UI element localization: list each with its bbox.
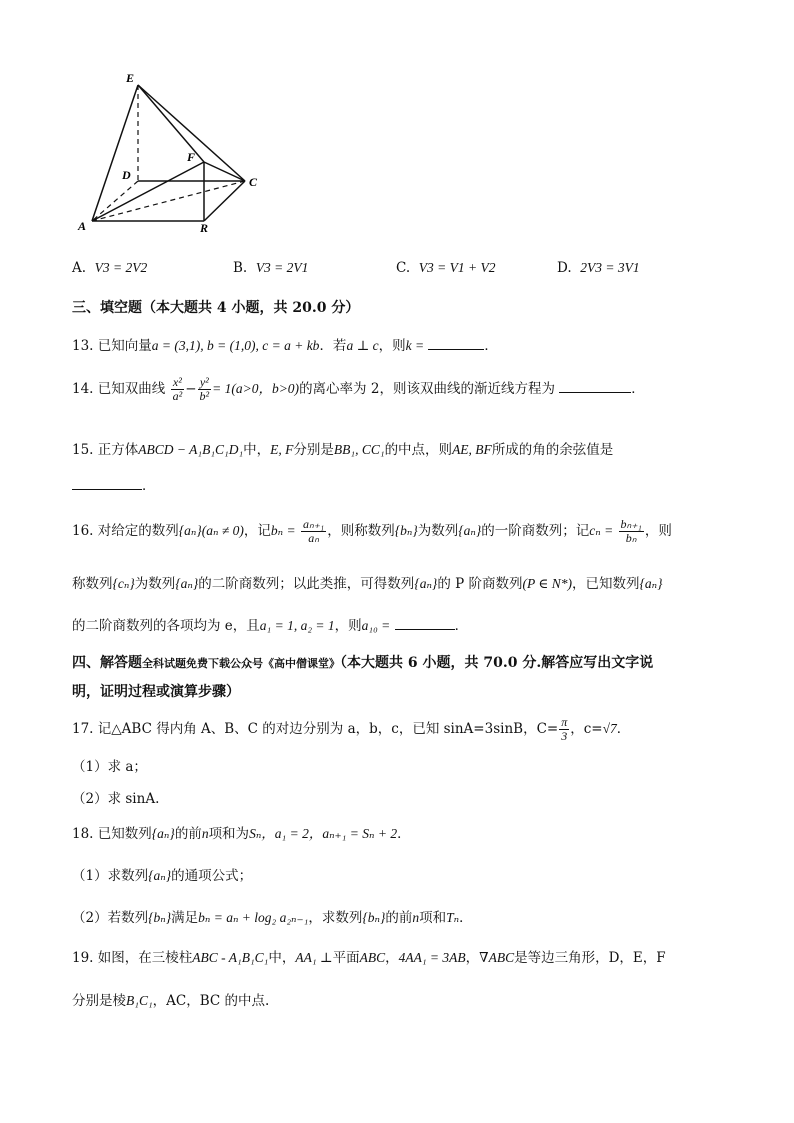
question-16-line1 — [72, 518, 672, 545]
question-18-part1 — [72, 864, 252, 884]
question-13 — [72, 334, 498, 354]
question-17 — [72, 716, 630, 743]
text-fragment: aₙ — [308, 531, 319, 545]
text-fragment: AA₁ ⊥ — [295, 950, 333, 965]
text-fragment: C. — [396, 260, 411, 276]
text-fragment: 的二阶商数列的各项均为 e，且 — [72, 618, 260, 634]
text-fragment: 中， — [243, 442, 271, 458]
question-19 — [72, 946, 666, 966]
label-c: C — [249, 175, 258, 189]
text-fragment: a₁₀ = — [361, 618, 391, 633]
question-16-line2 — [72, 572, 663, 592]
answer-blank-13[interactable] — [428, 337, 484, 350]
text-fragment: 四、解答题 — [72, 655, 142, 671]
text-fragment: 19. — [72, 950, 94, 966]
label-f: F — [187, 150, 196, 164]
option-a-formula: V3 = 2V2 — [94, 260, 148, 275]
text-fragment: aₙ₊₁ — [302, 517, 325, 531]
text-fragment: 中， — [268, 950, 296, 966]
question-18-part2 — [72, 906, 473, 926]
text-fragment: {aₙ}(aₙ ≠ 0) — [178, 523, 244, 538]
fraction-bn1-bn — [619, 518, 644, 545]
text-fragment: 已知数列 — [97, 826, 152, 842]
edge-fc — [204, 162, 245, 181]
fraction-y2-b2 — [198, 376, 212, 403]
text-fragment: 项和为 — [208, 826, 250, 842]
text-fragment: 已知双曲线 — [97, 381, 166, 397]
text-fragment: 的二阶商数列；以此类推，可得数列 — [198, 576, 415, 592]
text-fragment: ． — [484, 338, 498, 354]
question-15-answer-line — [72, 474, 156, 494]
text-fragment: = 1(a>0，b>0) — [212, 381, 300, 396]
answer-blank-16[interactable] — [395, 617, 455, 630]
text-fragment: ，则 — [644, 523, 672, 539]
text-fragment: 15. — [72, 442, 94, 458]
text-fragment: cₙ = — [589, 523, 614, 538]
text-fragment: x² — [172, 375, 182, 389]
text-fragment: ABCD − A₁B₁C₁D₁ — [138, 442, 244, 457]
text-fragment: 18. — [72, 826, 94, 842]
text-fragment: {aₙ} — [175, 576, 199, 591]
text-fragment: ， — [465, 950, 480, 966]
text-fragment: ，c= — [570, 721, 603, 737]
text-fragment: ． — [454, 618, 469, 634]
text-fragment: {aₙ} — [148, 868, 172, 883]
option-d-formula: 2V3 = 3V1 — [580, 260, 640, 275]
text-fragment: bₙ₊₁ — [620, 517, 642, 531]
text-fragment: （本大题共 6 小题，共 70.0 分.解答应写出文字说 — [340, 655, 654, 671]
text-fragment: ． — [397, 826, 411, 842]
text-fragment: ABC — [359, 950, 386, 965]
answer-blank-14[interactable] — [559, 380, 631, 393]
fraction-pi-3 — [559, 716, 569, 743]
text-fragment: 17. — [72, 721, 94, 737]
question-19-line2 — [72, 989, 269, 1009]
option-b-formula: V3 = 2V1 — [255, 260, 309, 275]
text-fragment: {aₙ} — [458, 523, 482, 538]
text-fragment: a₁ = 1, a₂ = 1 — [259, 618, 335, 633]
edge-ec — [138, 85, 245, 181]
text-fragment: B₁C₁ — [126, 993, 153, 1008]
text-fragment: 记△ABC 得内角 A、B、C 的对边分别为 a，b，c，已知 sinA=3sinB，C= — [97, 721, 559, 737]
text-fragment: 已知向量 — [97, 338, 152, 354]
text-fragment: bₙ = aₙ + log₂ a₂ₙ₋₁ — [198, 910, 309, 925]
text-fragment: {bₙ} — [394, 523, 418, 538]
text-fragment: Sₙ，a₁ = 2，aₙ₊₁ = Sₙ + 2 — [249, 826, 398, 841]
text-fragment: ，则 — [334, 618, 362, 634]
section4-title — [72, 652, 653, 672]
section3-title: 三、填空题（本大题共 4 小题，共 20.0 分） — [72, 300, 360, 316]
option-a — [72, 260, 147, 276]
text-fragment: A. — [72, 260, 87, 276]
text-fragment: 称数列 — [72, 576, 113, 592]
text-fragment: 分别是 — [293, 442, 334, 458]
fraction-x2-a2 — [171, 376, 185, 403]
text-fragment: ．若 — [319, 338, 347, 354]
text-fragment: {bₙ} — [148, 910, 172, 925]
text-fragment: 对给定的数列 — [97, 523, 179, 539]
text-fragment: bₙ = — [270, 523, 296, 538]
text-fragment: AE, BF — [452, 442, 492, 457]
question-17-part1: （1）求 a； — [72, 759, 147, 775]
text-fragment: ． — [616, 721, 631, 737]
text-fragment: a² — [172, 389, 183, 403]
text-fragment: 3 — [561, 729, 568, 743]
text-fragment: （2）若数列 — [72, 910, 149, 926]
text-fragment: (P ∈ N*) — [522, 576, 572, 591]
option-d — [557, 260, 640, 276]
text-fragment: ， — [385, 950, 399, 966]
text-fragment: k = — [405, 338, 425, 353]
question-18 — [72, 822, 411, 842]
text-fragment: ABC - A₁B₁C₁ — [192, 950, 269, 965]
text-fragment: ，则 — [378, 338, 406, 354]
text-fragment: ． — [459, 910, 473, 926]
text-fragment: 项和 — [419, 910, 447, 926]
text-fragment: √7 — [602, 721, 617, 736]
text-fragment: ，记 — [243, 523, 271, 539]
text-fragment: 的前 — [385, 910, 413, 926]
text-fragment: 分别是棱 — [72, 993, 126, 1009]
text-fragment: n — [412, 910, 420, 925]
question-14: 14. 已知双曲线 $\frac{\text{x²}}{\text{a²}}$ − $\frac{\text{y²}}{\text{b²}}$ = 1(a>0，b>0)的离心率为 2，则该双曲线的渐近线方程为 ． — [72, 375, 645, 403]
text-fragment: 4AA₁ = 3AB — [398, 950, 466, 965]
text-fragment: 如图，在三棱柱 — [97, 950, 193, 966]
label-b: R — [200, 221, 209, 235]
text-fragment: 的前 — [174, 826, 202, 842]
text-fragment: 的通项公式； — [171, 868, 253, 884]
text-fragment: ，则称数列 — [327, 523, 395, 539]
text-fragment: y² — [199, 375, 209, 389]
text-fragment: 平面 — [332, 950, 360, 966]
text-fragment: ，已知数列 — [572, 576, 640, 592]
text-fragment: {aₙ} — [151, 826, 175, 841]
text-fragment: {cₙ} — [112, 576, 135, 591]
text-fragment: π — [561, 715, 568, 729]
label-a: A — [78, 219, 87, 233]
section4-title-line2: 明，证明过程或演算步骤） — [72, 684, 240, 700]
question-17-part2: （2）求 sinA. — [72, 791, 160, 807]
text-fragment: ． — [631, 381, 645, 397]
option-b — [233, 260, 308, 276]
label-e: E — [126, 71, 135, 85]
answer-blank-15[interactable] — [72, 477, 142, 490]
question-16-line3 — [72, 614, 468, 634]
text-fragment: E, F — [270, 442, 294, 457]
option-c-formula: V3 = V1 + V2 — [418, 260, 496, 275]
text-fragment: 的离心率为 2，则该双曲线的渐近线方程为 — [299, 381, 555, 397]
text-fragment: Tₙ — [446, 910, 460, 925]
text-fragment: 14. — [72, 381, 94, 397]
label-d: D — [122, 168, 131, 182]
text-fragment: a = (3,1), b = (1,0), c = a + kb — [151, 338, 320, 353]
text-fragment: b² — [199, 389, 210, 403]
text-fragment: D. — [557, 260, 572, 276]
text-fragment: ∇ABC — [479, 950, 515, 965]
text-fragment: 为数列 — [417, 523, 459, 539]
fraction-an1-an — [301, 518, 326, 545]
text-fragment: 为数列 — [134, 576, 176, 592]
text-fragment: {aₙ} — [639, 576, 663, 591]
edge-bc — [204, 181, 245, 221]
text-fragment: 的 P 阶商数列 — [437, 576, 523, 592]
text-fragment: 16. — [72, 523, 94, 539]
question-15 — [72, 438, 613, 458]
text-fragment: a ⊥ c — [346, 338, 379, 353]
text-fragment: 是等边三角形，D，E，F — [514, 950, 666, 966]
option-c — [396, 260, 495, 276]
text-fragment: BB₁, CC₁ — [333, 442, 385, 457]
watermark-notice: 全科试题免费下载公众号《高中僧课堂》 — [142, 657, 340, 670]
text-fragment: 的一阶商数列；记 — [481, 523, 590, 539]
text-fragment: 13. — [72, 338, 94, 354]
text-fragment: ，求数列 — [308, 910, 363, 926]
text-fragment: 所成的角的余弦值是 — [491, 442, 614, 458]
text-fragment: bₙ — [625, 531, 637, 545]
text-fragment: ． — [142, 478, 156, 494]
text-fragment: {aₙ} — [414, 576, 438, 591]
text-fragment: n — [201, 826, 209, 841]
pyramid-figure — [70, 68, 270, 238]
text-fragment: {bₙ} — [362, 910, 386, 925]
text-fragment: 正方体 — [97, 442, 139, 458]
text-fragment: （1）求数列 — [72, 868, 149, 884]
text-fragment: ，AC，BC 的中点. — [152, 993, 270, 1009]
text-fragment: 的中点，则 — [384, 442, 453, 458]
text-fragment: 满足 — [171, 910, 199, 926]
text-fragment: B. — [233, 260, 248, 276]
